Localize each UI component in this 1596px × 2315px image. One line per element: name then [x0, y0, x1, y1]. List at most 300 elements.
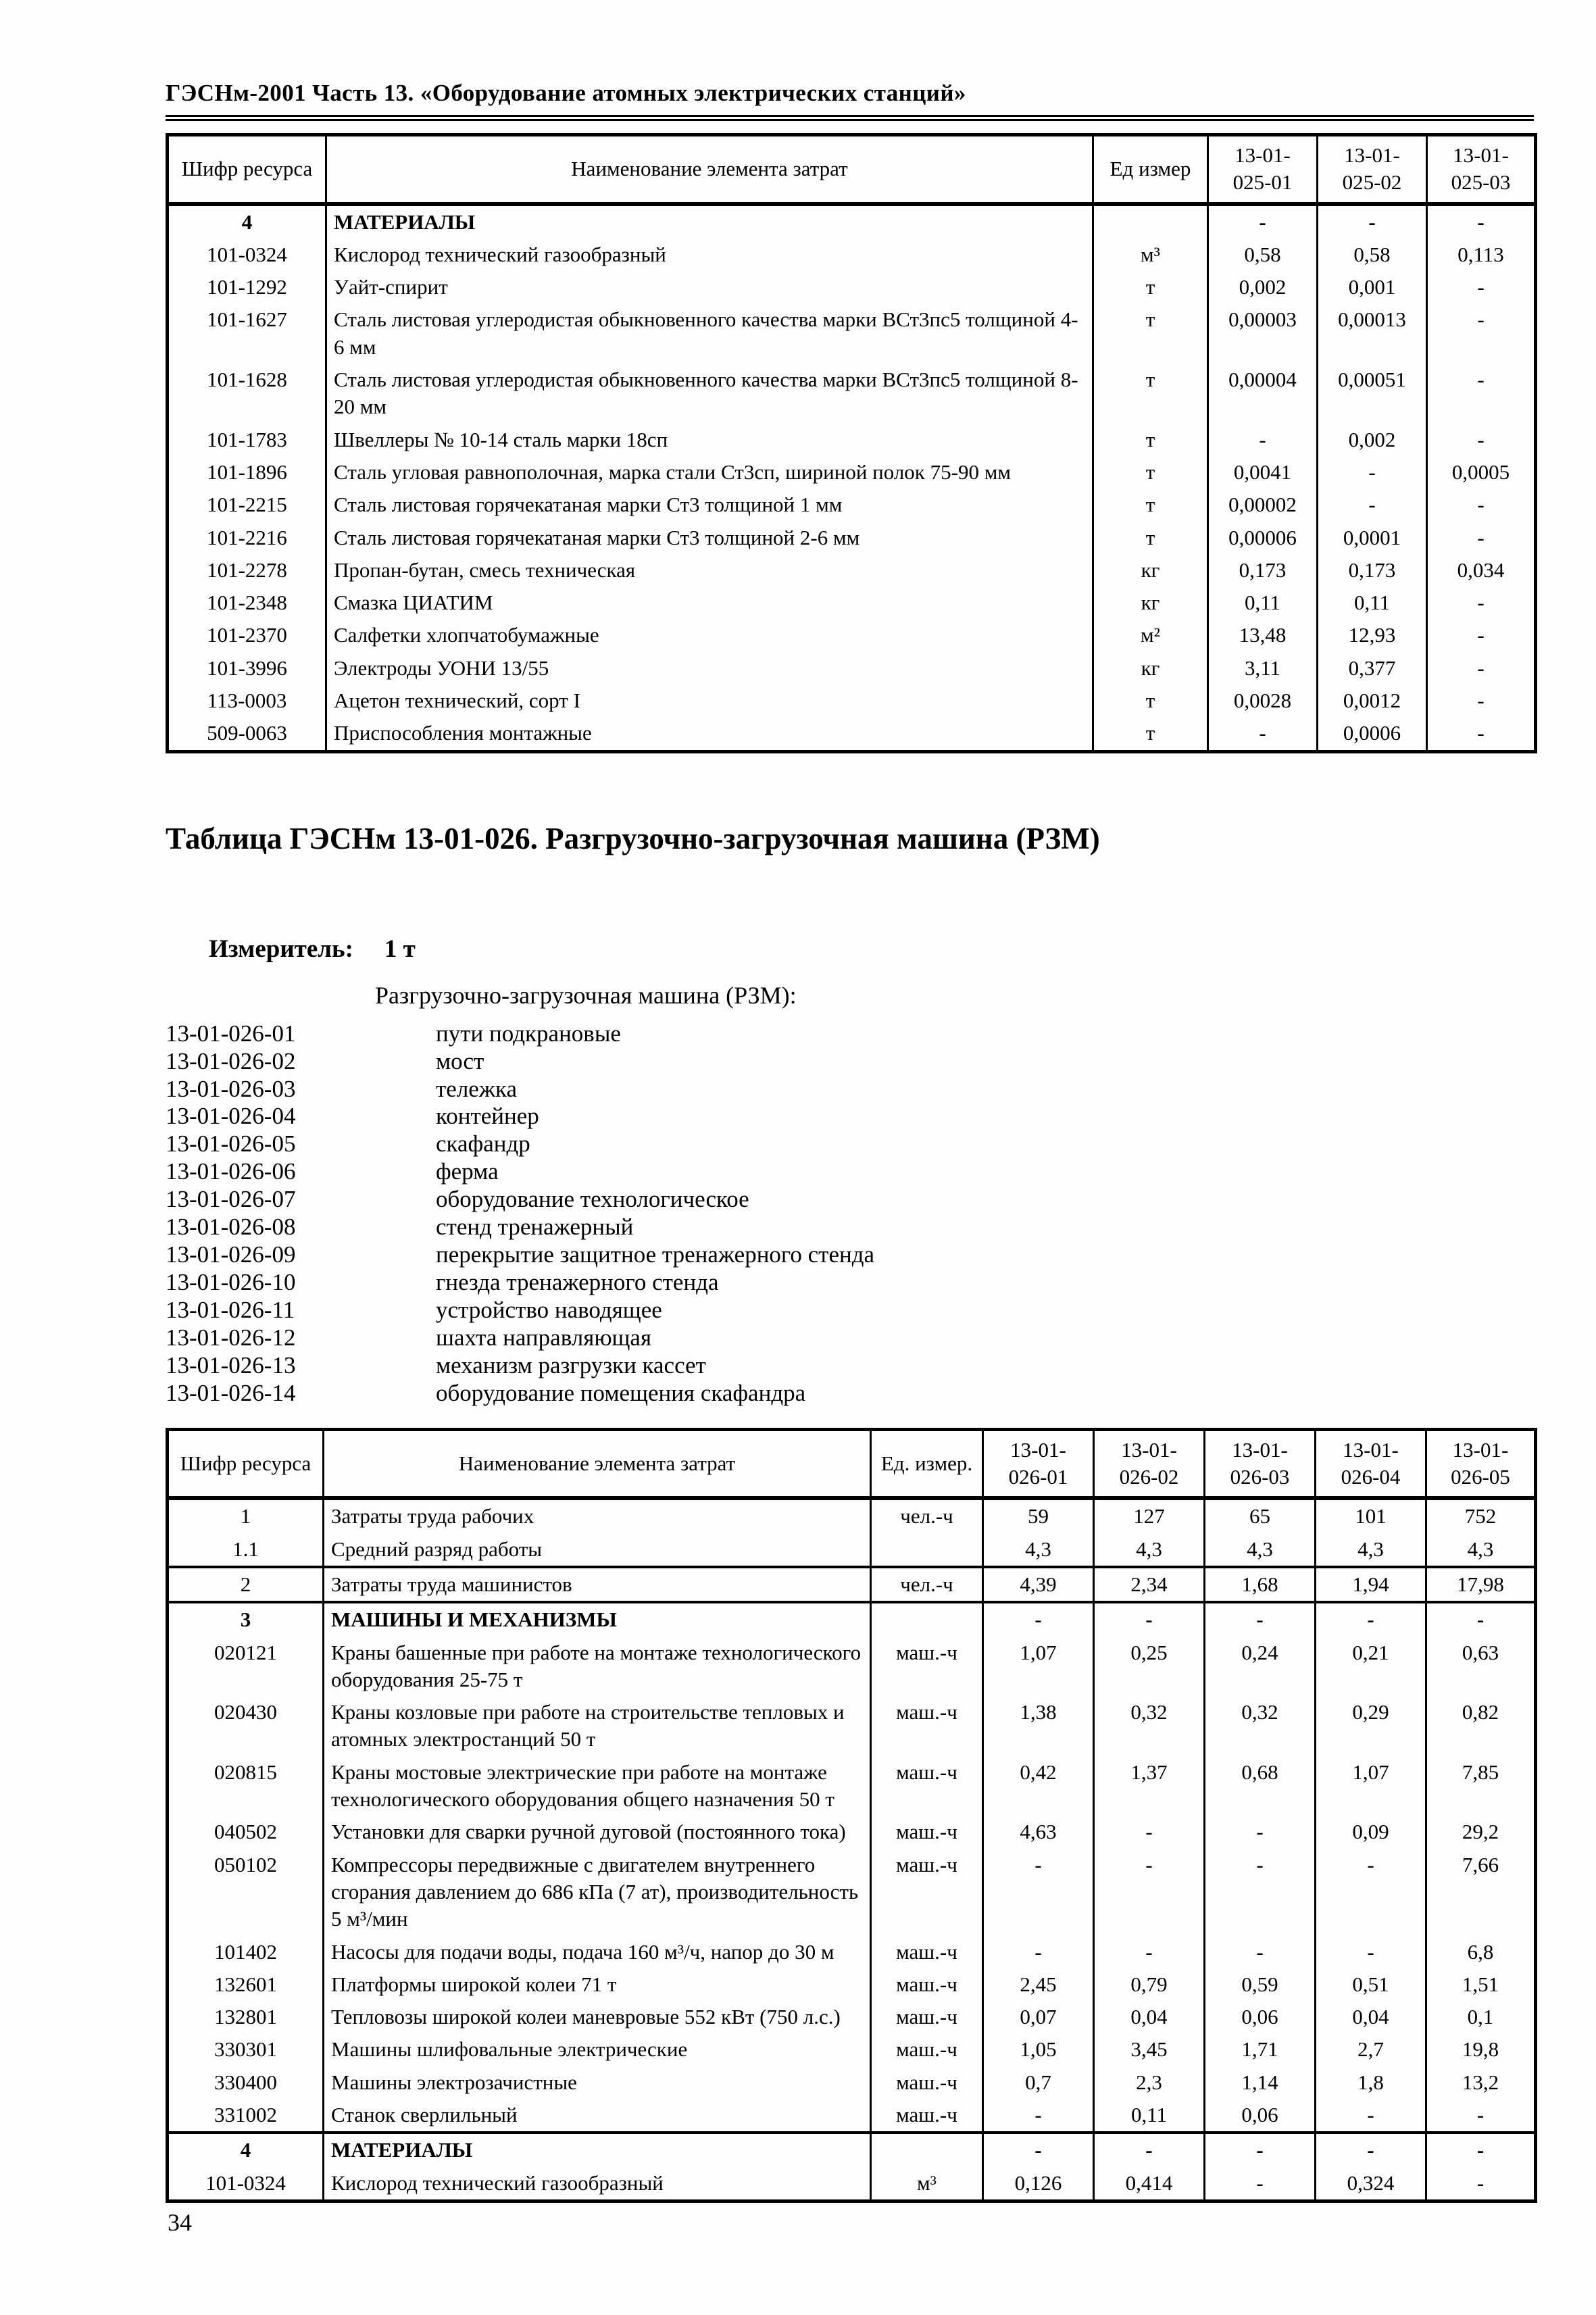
norm-code-line: 13-01- [1235, 143, 1291, 167]
table-row [168, 522, 1536, 554]
cell-value-025-02: 0,00013 [1318, 303, 1427, 364]
cell-value-026-05: 0,1 [1426, 2001, 1536, 2033]
cell-value-025-03: - [1427, 303, 1536, 364]
norm-item-label: перекрытие защитное тренажерного стенда [436, 1241, 875, 1268]
cell-value-026-05: 0,82 [1426, 1696, 1536, 1756]
cell-cost-element-name: Станок сверлильный [324, 2099, 871, 2133]
table-row [168, 652, 1536, 684]
cell-unit: кг [1093, 554, 1208, 587]
cell-value-026-03: - [1205, 2167, 1316, 2201]
cell-value-026-04: - [1316, 1849, 1426, 1936]
cell-value-026-01: 0,42 [983, 1756, 1094, 1816]
cell-value-026-02: - [1094, 1602, 1205, 1636]
cell-unit: т [1093, 717, 1208, 751]
table-header-row [168, 135, 1536, 204]
norm-item-label: шахта направляющая [436, 1324, 652, 1351]
cell-cost-element-name: Платформы широкой колеи 71 т [324, 1968, 871, 2001]
cell-value-026-04: 2,7 [1316, 2033, 1426, 2066]
cell-value-025-02: 0,0012 [1318, 684, 1427, 717]
cell-value-025-02: 0,00051 [1318, 364, 1427, 424]
cell-value-025-03: - [1427, 522, 1536, 554]
cell-value-025-01: 0,002 [1208, 271, 1318, 303]
cell-value-026-01: - [983, 1936, 1094, 1968]
cell-cost-element-name: Установки для сварки ручной дуговой (постоянного тока) [324, 1816, 871, 1848]
cell-cost-element-name: Уайт-спирит [326, 271, 1093, 303]
cell-value-026-05: 13,2 [1426, 2066, 1536, 2099]
cell-unit: м³ [1093, 239, 1208, 271]
cell-resource-code: 020430 [168, 1696, 324, 1756]
list-item [166, 1324, 1534, 1352]
cell-cost-element-name: Средний разряд работы [324, 1533, 871, 1567]
cell-value-025-02: - [1318, 456, 1427, 489]
table-row [168, 1756, 1536, 1816]
cell-resource-code: 040502 [168, 1816, 324, 1848]
cell-cost-element-name: Сталь листовая углеродистая обыкновенного качества марки ВСт3пс5 толщиной 4-6 мм [326, 303, 1093, 364]
table-row [168, 619, 1536, 651]
list-item [166, 1297, 1534, 1324]
cell-value-025-03: - [1427, 652, 1536, 684]
cell-value-026-05: 6,8 [1426, 1936, 1536, 1968]
list-item [166, 1020, 1534, 1048]
norm-code-line: 026-01 [1008, 1465, 1068, 1489]
cell-value-026-05: - [1426, 2167, 1536, 2201]
cell-unit: м² [1093, 619, 1208, 651]
cell-value-026-03: 4,3 [1205, 1533, 1316, 1567]
cell-value-026-04: 0,29 [1316, 1696, 1426, 1756]
page-header: ГЭСНм-2001 Часть 13. «Оборудование атомных электрических станций» [166, 80, 966, 106]
cell-value-025-01: 0,00006 [1208, 522, 1318, 554]
cell-value-026-02: - [1094, 1849, 1205, 1936]
cell-value-026-02: 127 [1094, 1498, 1205, 1533]
cell-cost-element-name: Насосы для подачи воды, подача 160 м³/ч, напор до 30 м [324, 1936, 871, 1968]
cell-value-026-03: 0,06 [1205, 2001, 1316, 2033]
col-header-norm-026-02 [1094, 1429, 1205, 1498]
norm-code-line: 026-05 [1451, 1465, 1510, 1489]
norm-code-line: 13-01- [1121, 1437, 1177, 1462]
cell-value-026-04: 101 [1316, 1498, 1426, 1533]
cell-value-026-05: 7,85 [1426, 1756, 1536, 1816]
cell-unit: маш.-ч [871, 1849, 983, 1936]
cell-value-026-02: 2,3 [1094, 2066, 1205, 2099]
cell-unit: маш.-ч [871, 1637, 983, 1697]
cell-cost-element-name: Сталь листовая горячекатаная марки Ст3 толщиной 1 мм [326, 489, 1093, 521]
cell-value-025-03: - [1427, 684, 1536, 717]
cell-value-026-02: 2,34 [1094, 1567, 1205, 1602]
norm-item-label: скафандр [436, 1130, 530, 1158]
norm-code-line: 13-01- [1453, 143, 1509, 167]
norm-code-line: 025-02 [1342, 170, 1402, 195]
cell-value-026-02: 1,37 [1094, 1756, 1205, 1816]
cell-value-025-01: 0,58 [1208, 239, 1318, 271]
norm-item-code: 13-01-026-02 [166, 1047, 296, 1074]
cell-value-025-03: - [1427, 364, 1536, 424]
cell-resource-code: 101-1783 [168, 424, 326, 456]
cell-resource-code: 101-1292 [168, 271, 326, 303]
norm-item-label: оборудование помещения скафандра [436, 1379, 806, 1406]
table-header-row [168, 1429, 1536, 1498]
cell-cost-element-name: МАШИНЫ И МЕХАНИЗМЫ [324, 1602, 871, 1636]
cell-value-025-03: - [1427, 204, 1536, 239]
cell-value-025-03: 0,0005 [1427, 456, 1536, 489]
cell-resource-code: 101-2278 [168, 554, 326, 587]
cell-value-026-01: - [983, 1602, 1094, 1636]
cell-value-026-03: 65 [1205, 1498, 1316, 1533]
table-row [168, 2133, 1536, 2166]
table-row [168, 2066, 1536, 2099]
cell-value-026-04: 0,51 [1316, 1968, 1426, 2001]
cell-cost-element-name: Машины электрозачистные [324, 2066, 871, 2099]
norm-item-label: устройство наводящее [436, 1297, 662, 1324]
cell-value-025-01: 0,00002 [1208, 489, 1318, 521]
table-row [168, 271, 1536, 303]
cell-value-025-01: 3,11 [1208, 652, 1318, 684]
cell-value-025-03: - [1427, 424, 1536, 456]
cell-value-026-04: - [1316, 2133, 1426, 2166]
norm-code-line: 13-01- [1010, 1437, 1066, 1462]
list-item [166, 1186, 1534, 1214]
cell-unit: маш.-ч [871, 1696, 983, 1756]
norm-item-code: 13-01-026-05 [166, 1130, 296, 1158]
cell-value-025-01: 0,0041 [1208, 456, 1318, 489]
cell-resource-code: 132801 [168, 2001, 324, 2033]
cell-resource-code: 101-2348 [168, 587, 326, 619]
cell-resource-code: 1.1 [168, 1533, 324, 1567]
cell-unit: т [1093, 364, 1208, 424]
cell-unit: маш.-ч [871, 2099, 983, 2133]
cell-value-026-01: 4,39 [983, 1567, 1094, 1602]
cell-resource-code: 113-0003 [168, 684, 326, 717]
cell-value-025-02: 0,0006 [1318, 717, 1427, 751]
list-item [166, 1241, 1534, 1269]
norm-code-line: 13-01- [1452, 1437, 1509, 1462]
cell-unit [871, 2133, 983, 2166]
norm-item-label: оборудование технологическое [436, 1186, 749, 1213]
cell-unit: маш.-ч [871, 1968, 983, 2001]
table-row [168, 1602, 1536, 1636]
page-content [166, 0, 1534, 2203]
cell-value-026-05: 19,8 [1426, 2033, 1536, 2066]
col-header-cost-element: Наименование элемента затрат [324, 1429, 871, 1498]
norm-item-label: ферма [436, 1158, 499, 1185]
cell-value-026-05: - [1426, 2099, 1536, 2133]
cell-value-026-03: 1,68 [1205, 1567, 1316, 1602]
cell-cost-element-name: Кислород технический газообразный [324, 2167, 871, 2201]
cell-cost-element-name: Компрессоры передвижные с двигателем внутреннего сгорания давлением до 686 кПа (7 ат), производительность 5 м³/мин [324, 1849, 871, 1936]
cell-unit: т [1093, 271, 1208, 303]
cell-value-026-01: 1,05 [983, 2033, 1094, 2066]
header-rule [166, 115, 1534, 121]
cell-value-026-01: 0,7 [983, 2066, 1094, 2099]
cell-resource-code: 4 [168, 204, 326, 239]
norm-item-label: тележка [436, 1075, 518, 1102]
norm-item-code: 13-01-026-12 [166, 1324, 296, 1351]
col-header-resource-code: Шифр ресурса [168, 135, 326, 204]
list-item [166, 1076, 1534, 1103]
cell-value-025-03: - [1427, 619, 1536, 651]
cell-value-026-01: - [983, 2099, 1094, 2133]
cell-resource-code: 101-2216 [168, 522, 326, 554]
cell-value-026-05: - [1426, 1602, 1536, 1636]
cell-resource-code: 101-2370 [168, 619, 326, 651]
measure-label: Измеритель: [209, 935, 353, 963]
norm-group-label: Разгрузочно-загрузочная машина (РЗМ): [375, 981, 797, 1009]
cell-cost-element-name: Затраты труда машинистов [324, 1567, 871, 1602]
cell-cost-element-name: Швеллеры № 10-14 сталь марки 18сп [326, 424, 1093, 456]
table-row [168, 2099, 1536, 2133]
col-header-norm-025-03 [1427, 135, 1536, 204]
list-item [166, 1269, 1534, 1297]
norm-code-line: 13-01- [1343, 1437, 1399, 1462]
cell-value-026-02: 0,79 [1094, 1968, 1205, 2001]
cell-value-025-03: - [1427, 717, 1536, 751]
cell-resource-code: 020815 [168, 1756, 324, 1816]
cell-value-026-05: 7,66 [1426, 1849, 1536, 1936]
cell-value-026-03: 1,71 [1205, 2033, 1316, 2066]
list-item [166, 1214, 1534, 1241]
norm-item-code: 13-01-026-11 [166, 1297, 295, 1324]
cell-value-026-03: 0,24 [1205, 1637, 1316, 1697]
cell-resource-code: 2 [168, 1567, 324, 1602]
cell-cost-element-name: МАТЕРИАЛЫ [324, 2133, 871, 2166]
cell-value-026-02: 0,25 [1094, 1637, 1205, 1697]
cell-value-025-02: 0,001 [1318, 271, 1427, 303]
cell-cost-element-name: Приспособления монтажные [326, 717, 1093, 751]
cell-value-026-04: 0,04 [1316, 2001, 1426, 2033]
norm-item-code: 13-01-026-01 [166, 1020, 296, 1047]
cell-value-026-01: 1,07 [983, 1637, 1094, 1697]
cell-value-025-02: - [1318, 204, 1427, 239]
cell-unit: маш.-ч [871, 1756, 983, 1816]
col-header-unit: Ед измер [1093, 135, 1208, 204]
cell-cost-element-name: Кислород технический газообразный [326, 239, 1093, 271]
cell-value-025-02: - [1318, 489, 1427, 521]
col-header-norm-025-02 [1318, 135, 1427, 204]
cell-value-026-03: 0,59 [1205, 1968, 1316, 2001]
cell-value-025-02: 0,11 [1318, 587, 1427, 619]
cell-value-025-01: - [1208, 717, 1318, 751]
norm-item-code: 13-01-026-03 [166, 1075, 296, 1102]
cell-resource-code: 050102 [168, 1849, 324, 1936]
cell-cost-element-name: Пропан-бутан, смесь техническая [326, 554, 1093, 587]
cell-resource-code: 101-0324 [168, 2167, 324, 2201]
cell-value-025-03: 0,034 [1427, 554, 1536, 587]
cell-resource-code: 101-0324 [168, 239, 326, 271]
resource-table-13-01-026 [166, 1428, 1537, 2203]
cell-cost-element-name: Краны башенные при работе на монтаже технологического оборудования 25-75 т [324, 1637, 871, 1697]
cell-value-025-01: 0,00003 [1208, 303, 1318, 364]
cell-resource-code: 101402 [168, 1936, 324, 1968]
list-item [166, 1352, 1534, 1380]
table-row [168, 489, 1536, 521]
cell-unit: чел.-ч [871, 1567, 983, 1602]
cell-value-026-04: 0,324 [1316, 2167, 1426, 2201]
norm-item-code: 13-01-026-06 [166, 1158, 296, 1185]
list-item [166, 1380, 1534, 1408]
cell-unit: маш.-ч [871, 1936, 983, 1968]
cell-value-025-03: - [1427, 489, 1536, 521]
col-header-norm-026-01 [983, 1429, 1094, 1498]
measure-line [166, 935, 1534, 964]
cell-resource-code: 101-1627 [168, 303, 326, 364]
cell-unit: т [1093, 303, 1208, 364]
norm-item-label: мост [436, 1047, 484, 1074]
cell-value-026-03: - [1205, 1849, 1316, 1936]
cell-value-026-03: 0,06 [1205, 2099, 1316, 2133]
cell-unit: кг [1093, 652, 1208, 684]
cell-value-026-01: 0,126 [983, 2167, 1094, 2201]
cell-value-026-02: 3,45 [1094, 2033, 1205, 2066]
norm-item-code: 13-01-026-13 [166, 1351, 296, 1378]
table-row [168, 2033, 1536, 2066]
table-row [168, 1637, 1536, 1697]
cell-value-026-01: 2,45 [983, 1968, 1094, 2001]
cell-value-026-05: 29,2 [1426, 1816, 1536, 1848]
norm-item-code: 13-01-026-08 [166, 1214, 296, 1241]
cell-value-026-03: 0,68 [1205, 1756, 1316, 1816]
table-caption: Таблица ГЭСНм 13-01-026. Разгрузочно-загрузочная машина (РЗМ) [166, 821, 1100, 855]
cell-cost-element-name: МАТЕРИАЛЫ [326, 204, 1093, 239]
cell-unit: т [1093, 456, 1208, 489]
cell-resource-code: 330400 [168, 2066, 324, 2099]
table-row [168, 1498, 1536, 1533]
table-row [168, 717, 1536, 751]
cell-cost-element-name: Электроды УОНИ 13/55 [326, 652, 1093, 684]
cell-value-026-02: - [1094, 1816, 1205, 1848]
list-item [166, 1158, 1534, 1186]
cell-value-026-02: 4,3 [1094, 1533, 1205, 1567]
cell-value-025-01: - [1208, 204, 1318, 239]
cell-unit: м³ [871, 2167, 983, 2201]
cell-value-025-03: - [1427, 587, 1536, 619]
cell-value-025-01: 0,00004 [1208, 364, 1318, 424]
cell-value-025-02: 0,377 [1318, 652, 1427, 684]
cell-value-025-01: - [1208, 424, 1318, 456]
cell-value-025-01: 13,48 [1208, 619, 1318, 651]
table-row [168, 303, 1536, 364]
cell-unit: кг [1093, 587, 1208, 619]
cell-unit [871, 1602, 983, 1636]
cell-resource-code: 330301 [168, 2033, 324, 2066]
norm-code-line: 026-04 [1341, 1465, 1401, 1489]
cell-value-026-05: 752 [1426, 1498, 1536, 1533]
norm-item-code: 13-01-026-14 [166, 1379, 296, 1406]
cell-value-025-02: 0,173 [1318, 554, 1427, 587]
cell-value-026-04: 1,94 [1316, 1567, 1426, 1602]
cell-value-026-03: - [1205, 1936, 1316, 1968]
cell-value-026-03: 1,14 [1205, 2066, 1316, 2099]
cell-value-026-02: 0,32 [1094, 1696, 1205, 1756]
cell-value-026-03: - [1205, 1602, 1316, 1636]
cell-cost-element-name: Сталь угловая равнополочная, марка стали Ст3сп, шириной полок 75-90 мм [326, 456, 1093, 489]
cell-value-026-04: - [1316, 1602, 1426, 1636]
cell-value-026-04: - [1316, 1936, 1426, 1968]
cell-value-026-01: 4,3 [983, 1533, 1094, 1567]
cell-cost-element-name: Салфетки хлопчатобумажные [326, 619, 1093, 651]
cell-resource-code: 3 [168, 1602, 324, 1636]
page-number: 34 [168, 2209, 192, 2236]
cell-cost-element-name: Смазка ЦИАТИМ [326, 587, 1093, 619]
cell-cost-element-name: Тепловозы широкой колеи маневровые 552 кВт (750 л.с.) [324, 2001, 871, 2033]
cell-value-026-01: 59 [983, 1498, 1094, 1533]
cell-cost-element-name: Машины шлифовальные электрические [324, 2033, 871, 2066]
norm-item-label: контейнер [436, 1103, 539, 1130]
cell-resource-code: 509-0063 [168, 717, 326, 751]
cell-cost-element-name: Сталь листовая углеродистая обыкновенного качества марки ВСт3пс5 толщиной 8-20 мм [326, 364, 1093, 424]
cell-value-025-03: - [1427, 271, 1536, 303]
cell-unit: т [1093, 489, 1208, 521]
cell-value-026-04: 0,09 [1316, 1816, 1426, 1848]
cell-unit [871, 1533, 983, 1567]
table-row [168, 1696, 1536, 1756]
cell-value-026-01: 1,38 [983, 1696, 1094, 1756]
cell-value-026-01: - [983, 1849, 1094, 1936]
cell-value-025-02: 0,002 [1318, 424, 1427, 456]
cell-cost-element-name: Сталь листовая горячекатаная марки Ст3 толщиной 2-6 мм [326, 522, 1093, 554]
table-row [168, 424, 1536, 456]
cell-value-026-04: - [1316, 2099, 1426, 2133]
col-header-resource-code: Шифр ресурса [168, 1429, 324, 1498]
norm-item-code: 13-01-026-09 [166, 1241, 296, 1268]
table-row [168, 1968, 1536, 2001]
cell-value-026-03: - [1205, 1816, 1316, 1848]
cell-value-025-02: 0,58 [1318, 239, 1427, 271]
cell-value-026-04: 0,21 [1316, 1637, 1426, 1697]
col-header-norm-026-05 [1426, 1429, 1536, 1498]
table-row [168, 684, 1536, 717]
table-row [168, 554, 1536, 587]
norm-item-label: гнезда тренажерного стенда [436, 1269, 719, 1296]
cell-cost-element-name: Краны козловые при работе на строительстве тепловых и атомных электростанций 50 т [324, 1696, 871, 1756]
table-row [168, 456, 1536, 489]
cell-unit: т [1093, 424, 1208, 456]
col-header-norm-025-01 [1208, 135, 1318, 204]
cell-value-025-01: 0,11 [1208, 587, 1318, 619]
table-row [168, 239, 1536, 271]
list-item [166, 1103, 1534, 1130]
cell-value-026-01: 4,63 [983, 1816, 1094, 1848]
cell-cost-element-name: Краны мостовые электрические при работе на монтаже технологического оборудования общего назначения 50 т [324, 1756, 871, 1816]
cell-value-026-01: - [983, 2133, 1094, 2166]
cell-resource-code: 331002 [168, 2099, 324, 2133]
cell-resource-code: 101-1628 [168, 364, 326, 424]
cell-unit: маш.-ч [871, 2001, 983, 2033]
resource-table-13-01-025 [166, 133, 1537, 753]
norm-code-line: 13-01- [1232, 1437, 1288, 1462]
table-row [168, 1567, 1536, 1602]
table-row [168, 1849, 1536, 1936]
norm-item-code: 13-01-026-04 [166, 1103, 296, 1130]
cell-value-026-05: 1,51 [1426, 1968, 1536, 2001]
table-row [168, 1936, 1536, 1968]
norm-item-label: пути подкрановые [436, 1020, 621, 1047]
norm-item-code: 13-01-026-10 [166, 1269, 296, 1296]
table-row [168, 1816, 1536, 1848]
col-header-unit: Ед. измер. [871, 1429, 983, 1498]
cell-value-026-01: 0,07 [983, 2001, 1094, 2033]
cell-value-026-02: 0,11 [1094, 2099, 1205, 2133]
cell-value-026-04: 1,07 [1316, 1756, 1426, 1816]
cell-unit: т [1093, 522, 1208, 554]
cell-resource-code: 4 [168, 2133, 324, 2166]
cell-value-025-03: 0,113 [1427, 239, 1536, 271]
cell-resource-code: 1 [168, 1498, 324, 1533]
cell-cost-element-name: Ацетон технический, сорт I [326, 684, 1093, 717]
cell-resource-code: 101-2215 [168, 489, 326, 521]
cell-value-026-03: 0,32 [1205, 1696, 1316, 1756]
cell-resource-code: 101-1896 [168, 456, 326, 489]
cell-value-025-01: 0,0028 [1208, 684, 1318, 717]
cell-resource-code: 101-3996 [168, 652, 326, 684]
